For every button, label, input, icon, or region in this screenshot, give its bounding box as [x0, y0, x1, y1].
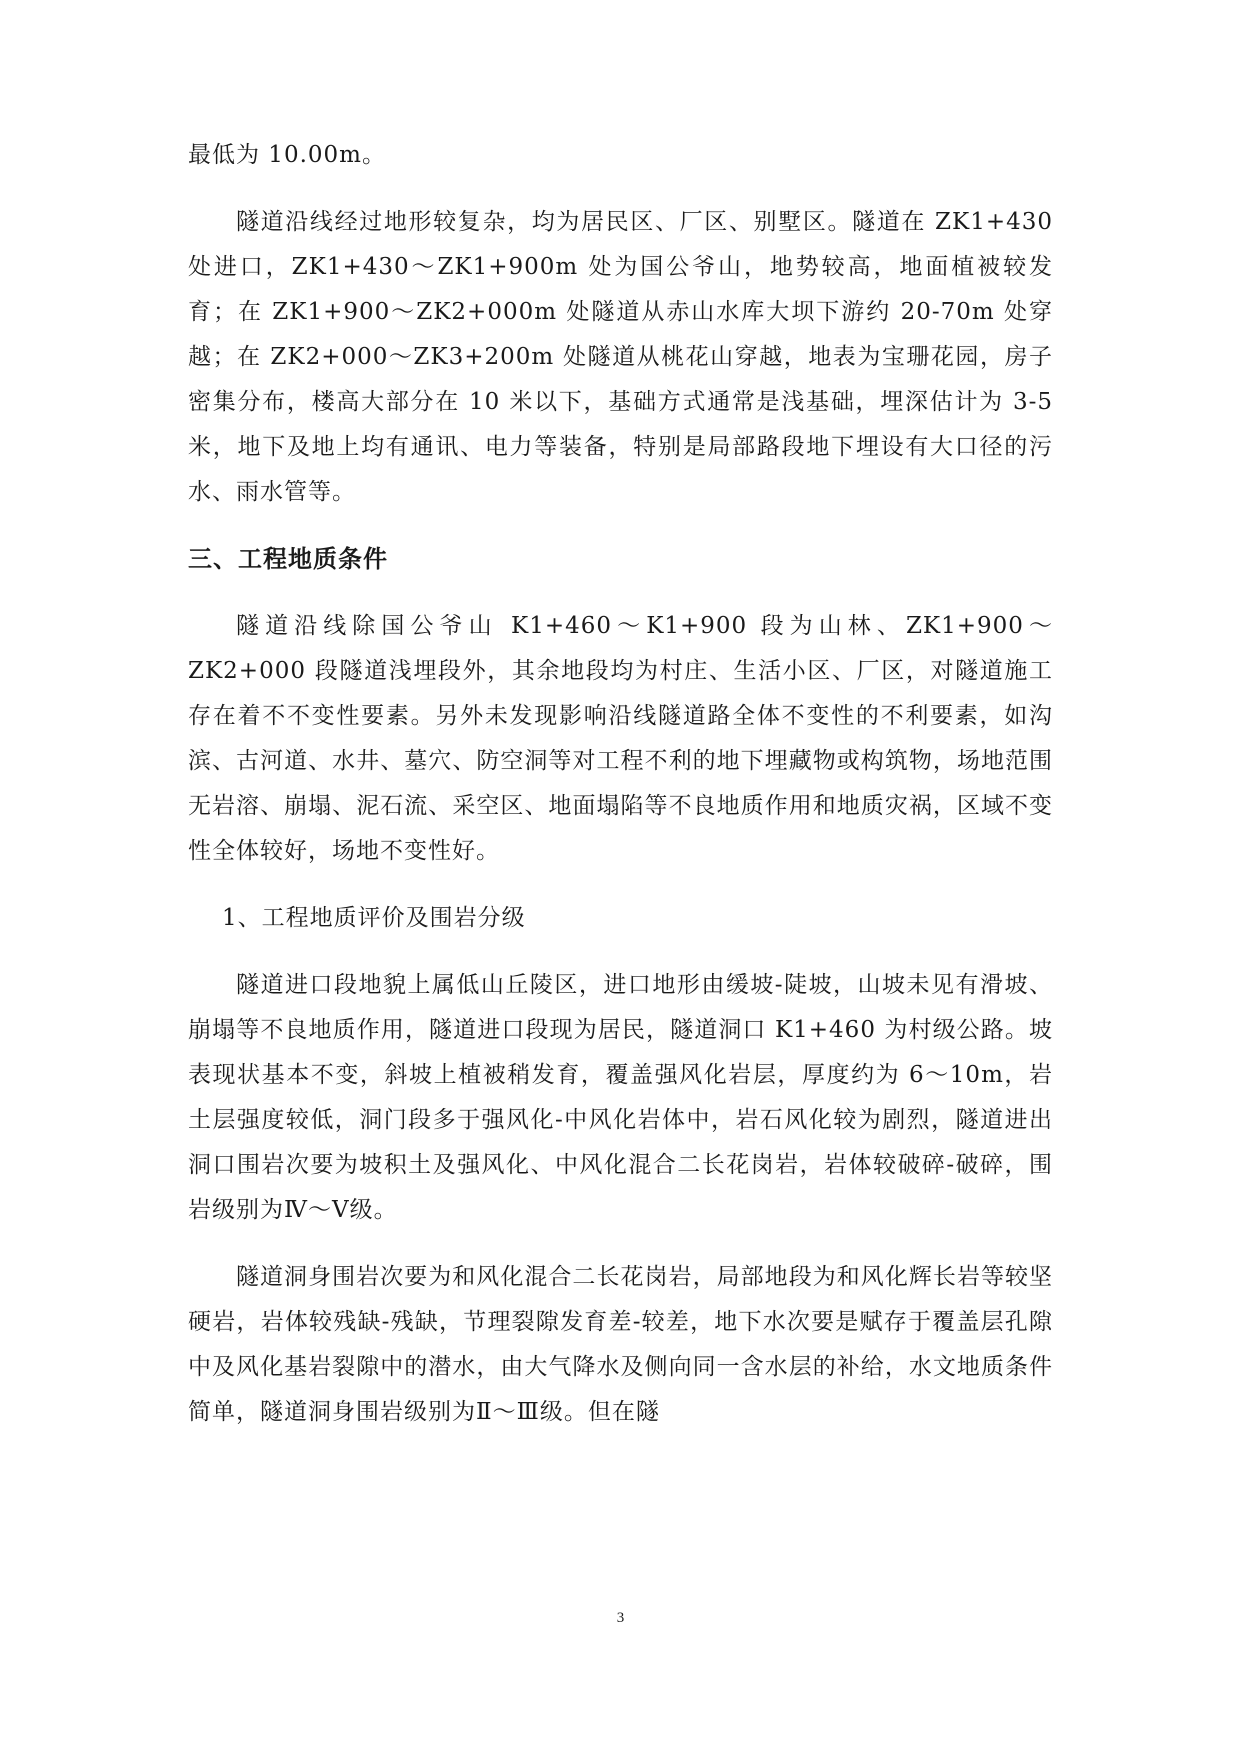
section-heading: 三、工程地质条件 — [188, 545, 388, 573]
body-text — [188, 133, 1053, 1435]
paragraph-tunnel-body: 隧道洞身围岩次要为和风化混合二长花岗岩，局部地段为和风化辉长岩等较坚硬岩，岩体较残缺-残缺，节理裂隙发育差-较差，地下水次要是赋存于覆盖层孔隙中及风化基岩裂隙中的潜水，由大气降水及侧向同一含水层的补给，水文地质条件简单，隧道洞身围岩级别为Ⅱ～Ⅲ级。但在隧 — [188, 1264, 1053, 1425]
paragraph-continuation: 最低为 10.00m。 — [188, 142, 386, 168]
paragraph-geology: 隧道沿线除国公爷山 K1+460～K1+900 段为山林、ZK1+900～ZK2+000 段隧道浅埋段外，其余地段均为村庄、生活小区、厂区，对隧道施工存在着不不变性要素。另外未发现影响沿线隧道路全体不变性的不利要素，如沟滨、古河道、水井、墓穴、防空洞等对工程不利的地下埋藏物或构筑物，场地范围无岩溶、崩塌、泥石流、采空区、地面塌陷等不良地质作用和地质灾祸，区域不变性全体较好，场地不变性好。 — [188, 613, 1053, 864]
subheading: 1、工程地质评价及围岩分级 — [222, 905, 526, 931]
paragraph-route: 隧道沿线经过地形较复杂，均为居民区、厂区、别墅区。隧道在 ZK1+430 处进口，ZK1+430～ZK1+900m 处为国公爷山，地势较高，地面植被较发育；在 ZK1+900～ZK2+000m 处隧道从赤山水库大坝下游约 20-70m 处穿越；在 ZK2+000～ZK3+200m 处隧道从桃花山穿越，地表为宝珊花园，房子密集分布，楼高大部分在 10 米以下，基础方式通常是浅基础，埋深估计为 3-5 米，地下及地上均有通讯、电力等装备，特别是局部路段地下埋设有大口径的污水、雨水管等。 — [188, 209, 1053, 505]
page-number: 3 — [616, 1610, 625, 1626]
paragraph-entrance: 隧道进口段地貌上属低山丘陵区，进口地形由缓坡-陡坡，山坡未见有滑坡、崩塌等不良地质作用，隧道进口段现为居民，隧道洞口 K1+460 为村级公路。坡表现状基本不变，斜坡上植被稍发育，覆盖强风化岩层，厚度约为 6～10m，岩土层强度较低，洞门段多于强风化-中风化岩体中，岩石风化较为剧烈，隧道进出洞口围岩次要为坡积土及强风化、中风化混合二长花岗岩，岩体较破碎-破碎，围岩级别为Ⅳ～Ⅴ级。 — [188, 972, 1053, 1223]
